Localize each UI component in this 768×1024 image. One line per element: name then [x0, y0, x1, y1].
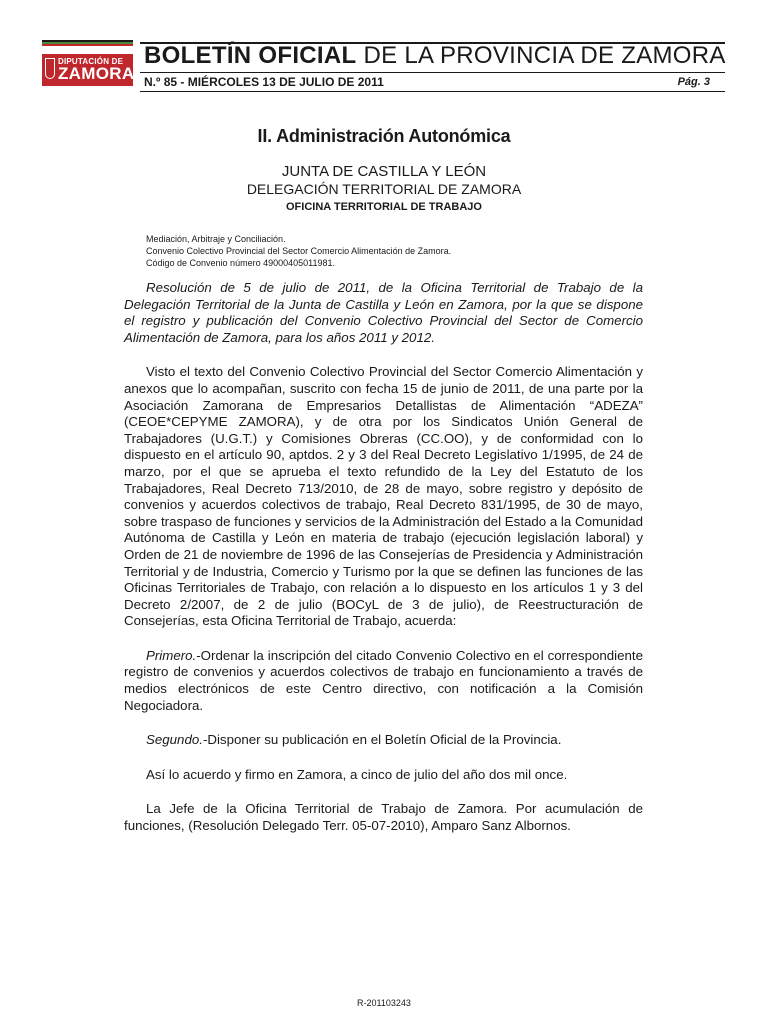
logo-stripe-red [42, 44, 133, 46]
logo-box [42, 54, 133, 86]
bulletin-title-bold: BOLETÍN OFICIAL [144, 42, 357, 69]
logo-line1: DIPUTACIÓN DE [58, 57, 124, 66]
org-oficina: OFICINA TERRITORIAL DE TRABAJO [286, 201, 482, 213]
document-body [124, 280, 643, 853]
meta-line: Convenio Colectivo Provincial del Sector Comercio Alimentación de Zamora. [146, 246, 452, 256]
org-junta: JUNTA DE CASTILLA Y LEÓN [281, 163, 487, 180]
meta-line: Código de Convenio número 49000405011981. [146, 258, 335, 268]
primero-text: -Ordenar la inscripción del citado Convenio Colectivo en el correspondiente registro de convenios y acuerdos colectivos de trabajo en funcionamiento a través de medios electrónicos de este Centro directivo, con notificación a la Comisión Negociadora. [124, 647, 643, 713]
diputacion-logo [42, 40, 133, 86]
header-rule-bottom [140, 91, 725, 92]
primero-paragraph [124, 648, 643, 714]
issue-line: N.º 85 - MIÉRCOLES 13 DE JULIO DE 2011 [144, 75, 384, 89]
page-number: Pág. 3 [677, 76, 710, 88]
section-title: II. Administración Autonómica [257, 126, 511, 146]
registry-code: R-201103243 [357, 998, 411, 1008]
bulletin-title [144, 43, 726, 69]
logo-stripes [42, 40, 133, 46]
segundo-text: -Disponer su publicación en el Boletín Oficial de la Provincia. [202, 732, 562, 748]
visto-paragraph: Visto el texto del Convenio Colectivo Provincial del Sector Comercio Alimentación y anexos que lo acompañan, suscrito con fecha 15 de junio de 2011, de una parte por la Asociación Zamorana de Empresarios Detallistas de Alimentación “ADEZA” (CEOE*CEPYME ZAMORA), y de otra por los Sindicatos Unión General de Trabajadores (U.G.T.) y Comisiones Obreras (CC.OO), y de conformidad con lo dispuesto en el artículo 90, aptdos. 2 y 3 del Real Decreto Legislativo 1/1995, de 24 de marzo, por el que se aprueba el texto refundido de la Ley del Estatuto de los Trabajadores, Real Decreto 713/2010, de 28 de mayo, sobre registro y depósito de convenios y acuerdos colectivos de trabajo, Real Decreto 831/1995, de 30 de mayo, sobre traspaso de funciones y servicios de la Administración del Estado a la Comunidad Autónoma de Castilla y León en materia de trabajo (ejecución legislación laboral) y Orden de 21 de noviembre de 1996 de las Consejerías de Presidencia y Administración Territorial y de Industria, Comercio y Turismo por la que se definen las funciones de las Oficinas Territoriales de Trabajo, con relación a lo dispuesto en los artículos 1 y 3 del Decreto 2/2007, de 2 de julio (BOCyL de 3 de julio), de Reestructuración de Consejerías, esta Oficina Territorial de Trabajo, acuerda: [124, 364, 643, 629]
firma-paragraph: La Jefe de la Oficina Territorial de Trabajo de Zamora. Por acumulación de funciones, (Resolución Delegado Terr. 05-07-2010), Amparo Sanz Albornos. [124, 801, 643, 834]
meta-line: Mediación, Arbitraje y Conciliación. [146, 234, 286, 244]
segundo-label: Segundo. [146, 732, 203, 748]
segundo-paragraph [124, 732, 643, 749]
org-delegacion: DELEGACIÓN TERRITORIAL DE ZAMORA [246, 181, 522, 197]
shield-icon [45, 58, 55, 79]
primero-label: Primero. [146, 647, 197, 663]
header-rule-mid [140, 72, 725, 73]
acuerdo-paragraph: Así lo acuerdo y firmo en Zamora, a cinco de julio del año dos mil once. [146, 766, 568, 782]
meta-block [146, 233, 451, 269]
resolucion-paragraph: Resolución de 5 de julio de 2011, de la Oficina Territorial de Trabajo de la Delegación Territorial de la Junta de Castilla y León en Zamora, por la que se dispone el registro y publicación del Convenio Colectivo Provincial del Sector de Comercio Alimentación de Zamora, para los años 2011 y 2012. [124, 280, 643, 345]
bulletin-title-rest: DE LA PROVINCIA DE ZAMORA [356, 42, 726, 69]
logo-line2: ZAMORA [58, 64, 135, 83]
